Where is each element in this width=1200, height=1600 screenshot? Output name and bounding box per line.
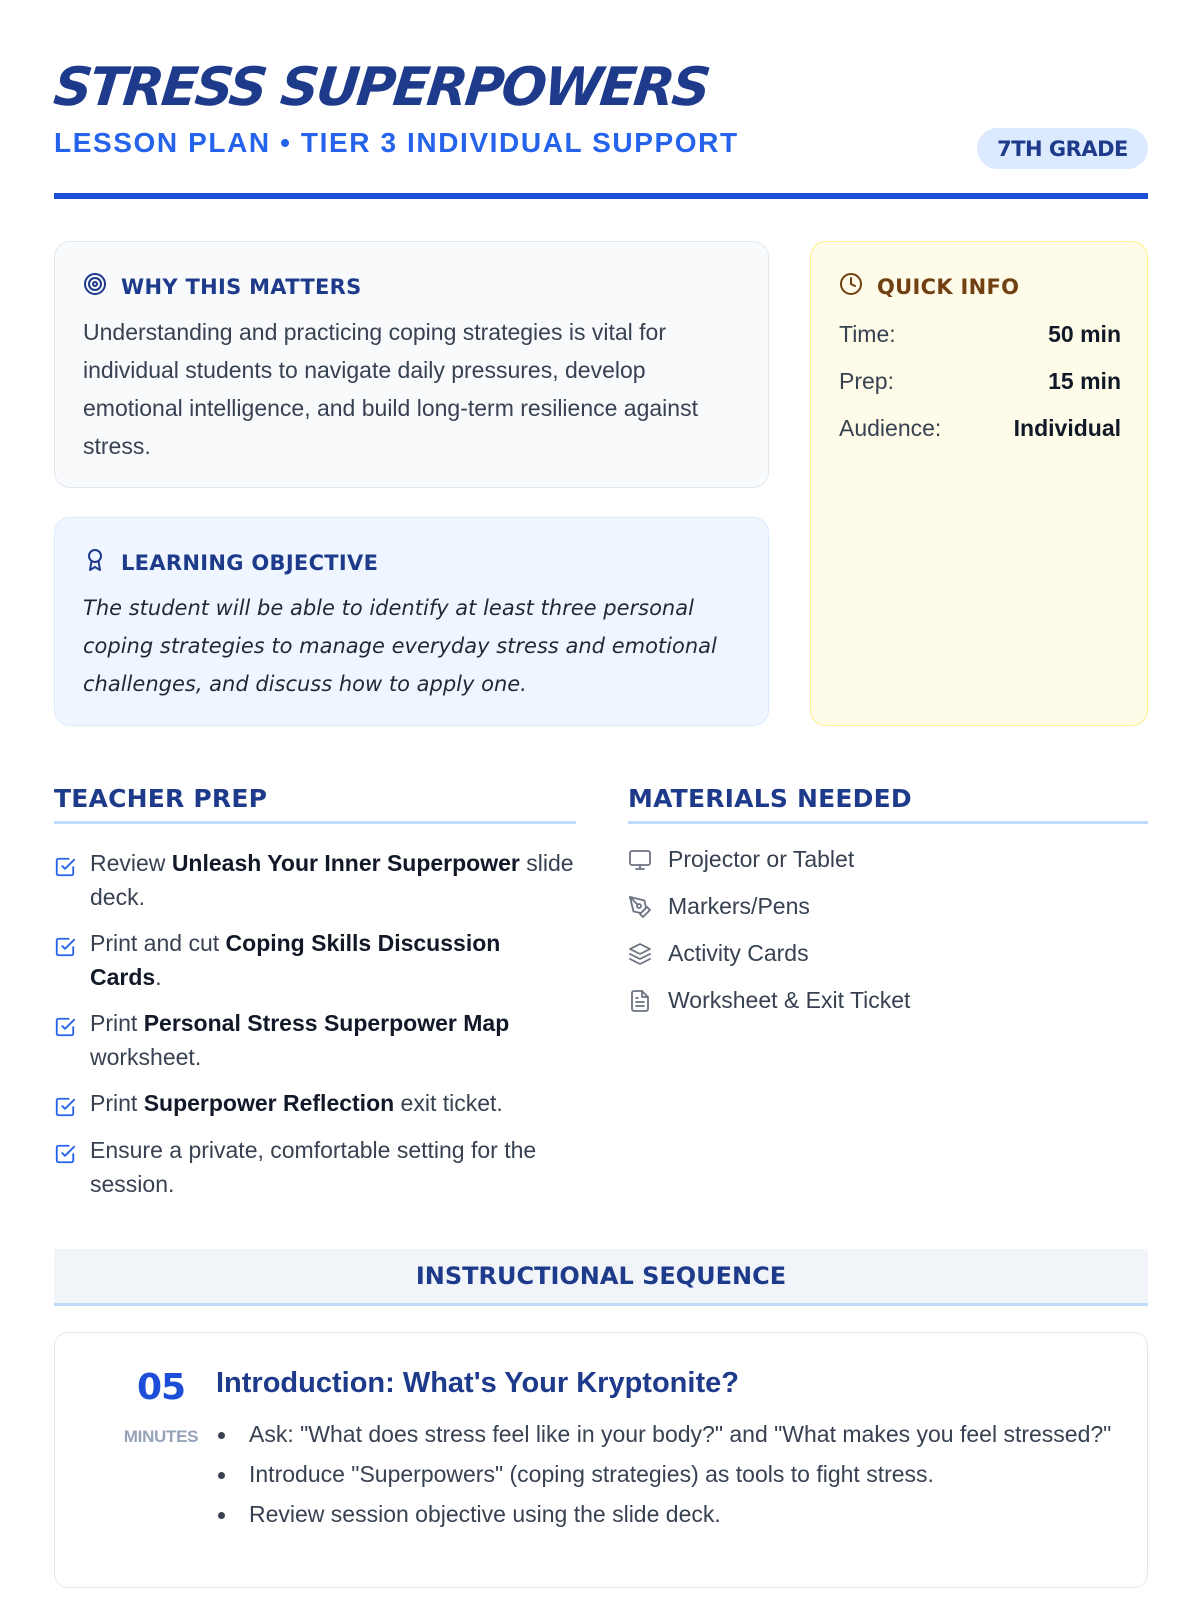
check-square-icon [54,1133,90,1201]
prep-item [54,1086,574,1127]
material-item [628,987,910,1014]
material-label: Markers/Pens [668,893,810,919]
check-square-icon [54,926,90,994]
quick-info-label: Audience: [839,415,942,441]
step-minutes: 05 [136,1367,186,1408]
quick-info-card [810,241,1148,726]
instructional-sequence-heading: INSTRUCTIONAL SEQUENCE [415,1262,787,1290]
award-icon [83,548,107,577]
check-square-icon [54,1086,90,1127]
quick-info-heading: QUICK INFO [877,274,1020,299]
target-icon [83,272,107,301]
instructional-sequence-header [54,1249,1148,1306]
objective-heading: LEARNING OBJECTIVE [121,550,379,575]
prep-item-text: Print Superpower Reflection exit ticket. [90,1090,503,1116]
material-label: Activity Cards [668,940,809,966]
quick-info-label: Time: [839,321,896,347]
step-title: Introduction: What's Your Kryptonite? [216,1367,739,1399]
quick-info-heading-row [839,272,1019,301]
page-title: STRESS SUPERPOWERS [50,57,712,118]
quick-info-label: Prep: [839,368,894,394]
quick-info-value: Individual [1013,415,1121,441]
material-item [628,893,810,920]
prep-item [54,1006,574,1074]
check-square-icon [54,846,90,914]
prep-item [54,926,574,994]
step-bullet: Ask: "What does stress feel like in your body?" and "What makes you feel stressed?" [216,1417,1116,1451]
quick-info-row-audience [839,415,1121,442]
material-label: Worksheet & Exit Ticket [668,987,911,1013]
teacher-prep-divider [54,821,576,824]
quick-info-value: 15 min [1048,368,1121,394]
monitor-icon [628,848,668,872]
quick-info-row-time [839,321,1121,348]
material-item [628,940,809,967]
page-subtitle: LESSON PLAN • TIER 3 INDIVIDUAL SUPPORT [54,127,739,158]
why-text: Understanding and practicing coping strategies is vital for individual students to navigate daily pressures, develop emotional intelligence, and build long-term resilience against stress. [83,319,698,459]
pen-tool-icon [628,895,668,919]
why-heading: WHY THIS MATTERS [121,274,362,299]
step-minutes-label: MINUTES [123,1427,199,1446]
why-heading-row [83,272,362,301]
step-bullet-list [216,1417,1116,1537]
prep-item-text: Review Unleash Your Inner Superpower slide deck. [90,850,574,910]
teacher-prep-heading: TEACHER PREP [54,784,268,813]
clock-icon [839,272,863,301]
header-divider [54,193,1148,199]
learning-objective-card [54,517,769,726]
prep-item-text: Print and cut Coping Skills Discussion Cards. [90,930,501,990]
materials-divider [628,821,1148,824]
file-text-icon [628,989,668,1013]
why-this-matters-card [54,241,769,488]
objective-text: The student will be able to identify at least three personal coping strategies to manage everyday stress and emotional challenges, and discuss how to apply one. [83,596,717,696]
prep-item [54,846,574,914]
prep-item [54,1133,574,1201]
objective-heading-row [83,548,378,577]
step-bullet: Introduce "Superpowers" (coping strategies) as tools to fight stress. [216,1457,1116,1491]
material-label: Projector or Tablet [668,846,855,872]
check-square-icon [54,1006,90,1074]
quick-info-row-prep [839,368,1121,395]
quick-info-value: 50 min [1048,321,1121,347]
materials-heading: MATERIALS NEEDED [628,784,912,813]
layers-icon [628,942,668,966]
step-bullet: Review session objective using the slide deck. [216,1497,1116,1531]
prep-item-text: Ensure a private, comfortable setting for the session. [90,1137,537,1197]
material-item [628,846,854,873]
sequence-step-card [54,1332,1148,1588]
grade-badge: 7TH GRADE [977,128,1148,169]
prep-item-text: Print Personal Stress Superpower Map worksheet. [90,1010,510,1070]
